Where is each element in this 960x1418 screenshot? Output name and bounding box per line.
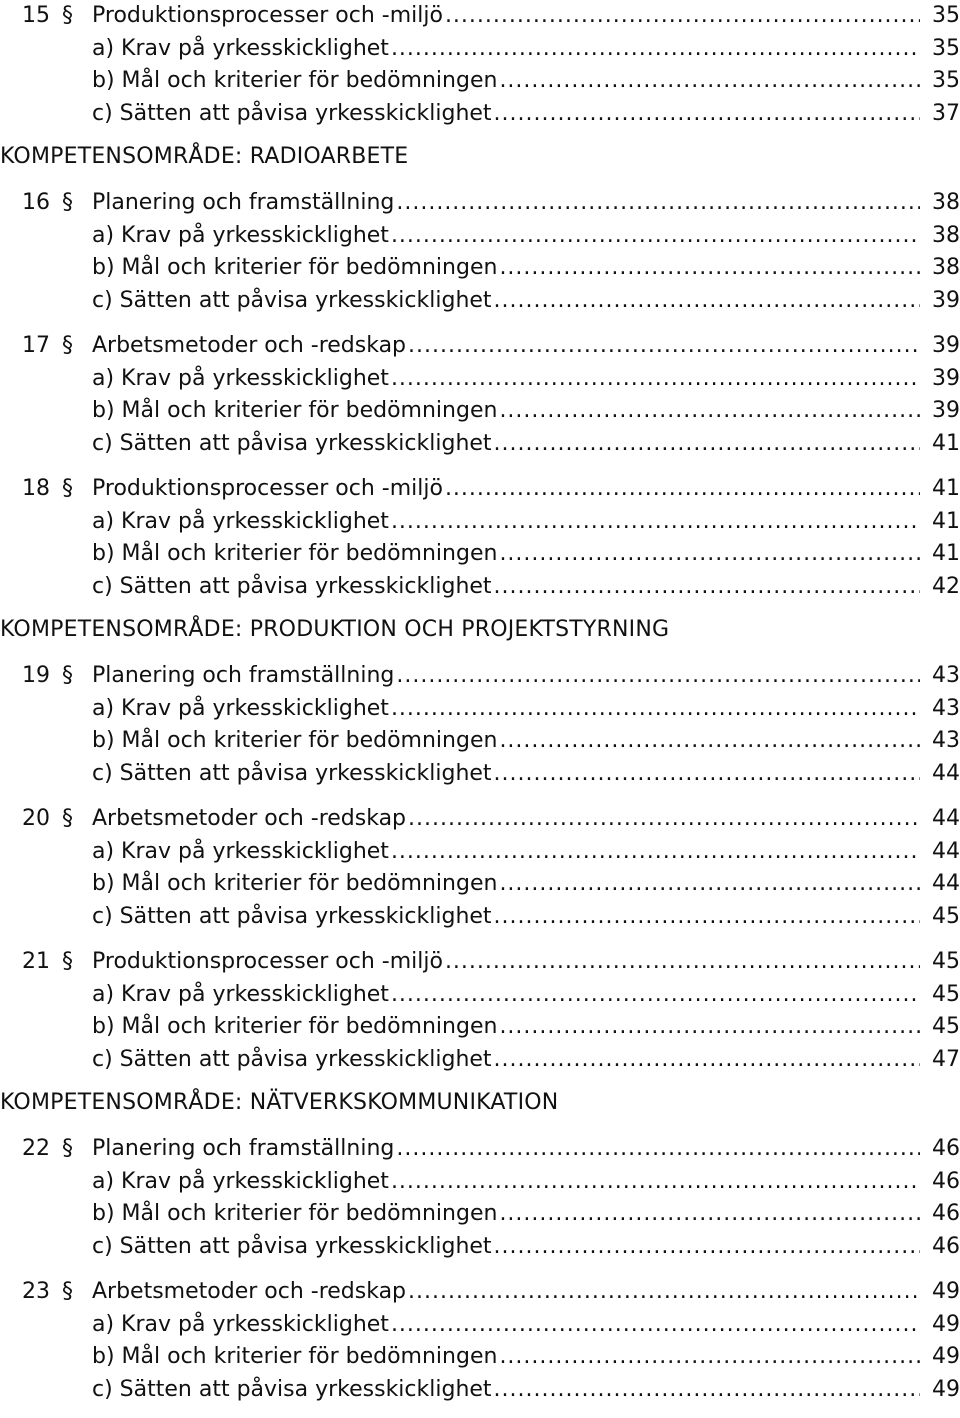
entry-number (0, 187, 92, 220)
dot-leader (391, 693, 920, 726)
entry-title: b) Mål och kriterier för bedömningen (92, 1201, 498, 1226)
dot-leader (408, 330, 920, 363)
toc-subentry[interactable] (0, 538, 960, 571)
paragraph-sign-icon: § (62, 476, 73, 501)
dot-leader (391, 220, 920, 253)
toc-subentry[interactable] (0, 1011, 960, 1044)
entry-title: Produktionsprocesser och -miljö (92, 3, 443, 28)
dot-leader (499, 395, 920, 428)
section-number: 16 (22, 190, 50, 215)
dot-leader (408, 1276, 920, 1309)
page-number: 46 (932, 1136, 960, 1161)
section-number: 22 (22, 1136, 50, 1161)
entry-title: Planering och framställning (92, 1136, 395, 1161)
section-number: 20 (22, 806, 50, 831)
dot-leader (396, 187, 920, 220)
dot-leader (494, 285, 920, 318)
toc-subentry[interactable] (0, 395, 960, 428)
toc-subentry[interactable] (0, 1166, 960, 1199)
entry-title: c) Sätten att påvisa yrkesskicklighet (92, 1233, 492, 1259)
entry-title: a) Krav på yrkesskicklighet (92, 695, 389, 721)
page-number: 49 (932, 1344, 960, 1369)
section-number: 15 (22, 3, 50, 28)
toc-subentry[interactable] (0, 506, 960, 539)
page-number: 38 (932, 190, 960, 215)
entry-title: b) Mål och kriterier för bedömningen (92, 255, 498, 280)
entry-title: Produktionsprocesser och -miljö (92, 949, 443, 974)
dot-leader (391, 506, 920, 539)
dot-leader (408, 803, 920, 836)
toc-subentry[interactable] (0, 1374, 960, 1407)
dot-leader (499, 65, 920, 98)
toc-subentry[interactable] (0, 571, 960, 604)
entry-title: Arbetsmetoder och -redskap (92, 806, 407, 831)
dot-leader (499, 725, 920, 758)
page-number: 49 (932, 1279, 960, 1304)
page-number: 45 (932, 949, 960, 974)
page-number: 44 (932, 871, 960, 896)
toc-subentry[interactable] (0, 979, 960, 1012)
entry-title: c) Sätten att påvisa yrkesskicklighet (92, 287, 492, 313)
toc-subentry[interactable] (0, 1341, 960, 1374)
toc-section-entry[interactable] (0, 330, 960, 363)
page-number: 42 (932, 573, 960, 599)
dot-leader (494, 428, 920, 461)
page-number: 44 (932, 760, 960, 786)
entry-title: b) Mål och kriterier för bedömningen (92, 871, 498, 896)
section-heading: KOMPETENSOMRÅDE: NÄTVERKSKOMMUNIKATION (0, 1090, 559, 1115)
dot-leader (499, 1341, 920, 1374)
dot-leader (499, 252, 920, 285)
toc-subentry[interactable] (0, 1198, 960, 1231)
entry-title: a) Krav på yrkesskicklighet (92, 222, 389, 248)
page-number: 35 (932, 35, 960, 61)
entry-number (0, 0, 92, 33)
page-number: 35 (932, 68, 960, 93)
toc-section-entry[interactable] (0, 1276, 960, 1309)
dot-leader (494, 1374, 920, 1407)
section-number: 21 (22, 949, 50, 974)
dot-leader (391, 836, 920, 869)
toc-subentry[interactable] (0, 33, 960, 66)
toc-subentry[interactable] (0, 693, 960, 726)
page-number: 38 (932, 222, 960, 248)
paragraph-sign-icon: § (62, 3, 73, 28)
dot-leader (396, 1133, 920, 1166)
page-number: 39 (932, 398, 960, 423)
entry-number (0, 330, 92, 363)
paragraph-sign-icon: § (62, 190, 73, 215)
entry-title: a) Krav på yrkesskicklighet (92, 35, 389, 61)
toc-section-entry[interactable] (0, 473, 960, 506)
dot-leader (494, 901, 920, 934)
section-number: 23 (22, 1279, 50, 1304)
dot-leader (391, 363, 920, 396)
toc-subentry[interactable] (0, 65, 960, 98)
page-number: 43 (932, 663, 960, 688)
section-heading: KOMPETENSOMRÅDE: RADIOARBETE (0, 144, 409, 169)
entry-title: Produktionsprocesser och -miljö (92, 476, 443, 501)
toc-subentry[interactable] (0, 1231, 960, 1264)
entry-title: a) Krav på yrkesskicklighet (92, 508, 389, 534)
page-number: 49 (932, 1311, 960, 1337)
entry-title: c) Sätten att påvisa yrkesskicklighet (92, 430, 492, 456)
entry-title: a) Krav på yrkesskicklighet (92, 365, 389, 391)
page-number: 41 (932, 430, 960, 456)
page-number: 43 (932, 728, 960, 753)
dot-leader (445, 473, 920, 506)
entry-number (0, 803, 92, 836)
dot-leader (391, 979, 920, 1012)
toc-subentry[interactable] (0, 428, 960, 461)
page-number: 49 (932, 1376, 960, 1402)
toc-section-entry[interactable] (0, 1133, 960, 1166)
page-number: 37 (932, 100, 960, 126)
page-number: 39 (932, 365, 960, 391)
entry-number (0, 660, 92, 693)
paragraph-sign-icon: § (62, 806, 73, 831)
entry-title: Arbetsmetoder och -redskap (92, 1279, 407, 1304)
entry-number (0, 946, 92, 979)
page-number: 44 (932, 838, 960, 864)
toc-subentry[interactable] (0, 252, 960, 285)
page-number: 45 (932, 981, 960, 1007)
entry-title: b) Mål och kriterier för bedömningen (92, 728, 498, 753)
dot-leader (494, 758, 920, 791)
entry-number (0, 1276, 92, 1309)
toc-subentry[interactable] (0, 758, 960, 791)
page-number: 44 (932, 806, 960, 831)
toc-subentry[interactable] (0, 1044, 960, 1077)
page-number: 41 (932, 508, 960, 534)
dot-leader (494, 98, 920, 131)
toc-section-entry[interactable] (0, 187, 960, 220)
toc-section-entry[interactable] (0, 660, 960, 693)
toc-subentry[interactable] (0, 901, 960, 934)
toc-subentry[interactable] (0, 363, 960, 396)
dot-leader (494, 571, 920, 604)
entry-title: a) Krav på yrkesskicklighet (92, 981, 389, 1007)
page-number: 41 (932, 476, 960, 501)
toc-subentry[interactable] (0, 98, 960, 131)
section-number: 19 (22, 663, 50, 688)
dot-leader (391, 1166, 920, 1199)
toc-subentry[interactable] (0, 868, 960, 901)
page-number: 38 (932, 255, 960, 280)
entry-title: c) Sätten att påvisa yrkesskicklighet (92, 573, 492, 599)
entry-number (0, 1133, 92, 1166)
dot-leader (396, 660, 920, 693)
entry-title: c) Sätten att påvisa yrkesskicklighet (92, 760, 492, 786)
section-number: 17 (22, 333, 50, 358)
page-number: 45 (932, 903, 960, 929)
entry-title: c) Sätten att påvisa yrkesskicklighet (92, 903, 492, 929)
page-number: 41 (932, 541, 960, 566)
entry-title: Arbetsmetoder och -redskap (92, 333, 407, 358)
entry-title: Planering och framställning (92, 663, 395, 688)
page-number: 39 (932, 287, 960, 313)
toc-section-entry[interactable] (0, 946, 960, 979)
paragraph-sign-icon: § (62, 1279, 73, 1304)
page-number: 35 (932, 3, 960, 28)
entry-title: c) Sätten att påvisa yrkesskicklighet (92, 100, 492, 126)
entry-title: b) Mål och kriterier för bedömningen (92, 1014, 498, 1039)
toc-subentry[interactable] (0, 220, 960, 253)
toc-subentry[interactable] (0, 285, 960, 318)
entry-title: a) Krav på yrkesskicklighet (92, 838, 389, 864)
entry-title: a) Krav på yrkesskicklighet (92, 1168, 389, 1194)
dot-leader (499, 538, 920, 571)
section-heading: KOMPETENSOMRÅDE: PRODUKTION OCH PROJEKTSTYRNING (0, 617, 670, 642)
page-number: 46 (932, 1233, 960, 1259)
toc-subentry[interactable] (0, 1309, 960, 1342)
dot-leader (494, 1231, 920, 1264)
dot-leader (499, 1198, 920, 1231)
dot-leader (499, 1011, 920, 1044)
page-number: 45 (932, 1014, 960, 1039)
dot-leader (391, 33, 920, 66)
dot-leader (445, 0, 920, 33)
entry-title: b) Mål och kriterier för bedömningen (92, 68, 498, 93)
paragraph-sign-icon: § (62, 1136, 73, 1161)
entry-title: b) Mål och kriterier för bedömningen (92, 541, 498, 566)
paragraph-sign-icon: § (62, 949, 73, 974)
paragraph-sign-icon: § (62, 333, 73, 358)
dot-leader (391, 1309, 920, 1342)
entry-title: b) Mål och kriterier för bedömningen (92, 1344, 498, 1369)
entry-title: c) Sätten att påvisa yrkesskicklighet (92, 1046, 492, 1072)
page-number: 46 (932, 1168, 960, 1194)
toc-subentry[interactable] (0, 725, 960, 758)
entry-number (0, 473, 92, 506)
entry-title: Planering och framställning (92, 190, 395, 215)
dot-leader (499, 868, 920, 901)
paragraph-sign-icon: § (62, 663, 73, 688)
page-number: 47 (932, 1046, 960, 1072)
page-number: 39 (932, 333, 960, 358)
toc-section-entry[interactable] (0, 803, 960, 836)
page-number: 46 (932, 1201, 960, 1226)
entry-title: b) Mål och kriterier för bedömningen (92, 398, 498, 423)
entry-title: c) Sätten att påvisa yrkesskicklighet (92, 1376, 492, 1402)
toc-subentry[interactable] (0, 836, 960, 869)
dot-leader (494, 1044, 920, 1077)
entry-title: a) Krav på yrkesskicklighet (92, 1311, 389, 1337)
toc-section-entry[interactable] (0, 0, 960, 33)
section-number: 18 (22, 476, 50, 501)
page-number: 43 (932, 695, 960, 721)
dot-leader (445, 946, 920, 979)
